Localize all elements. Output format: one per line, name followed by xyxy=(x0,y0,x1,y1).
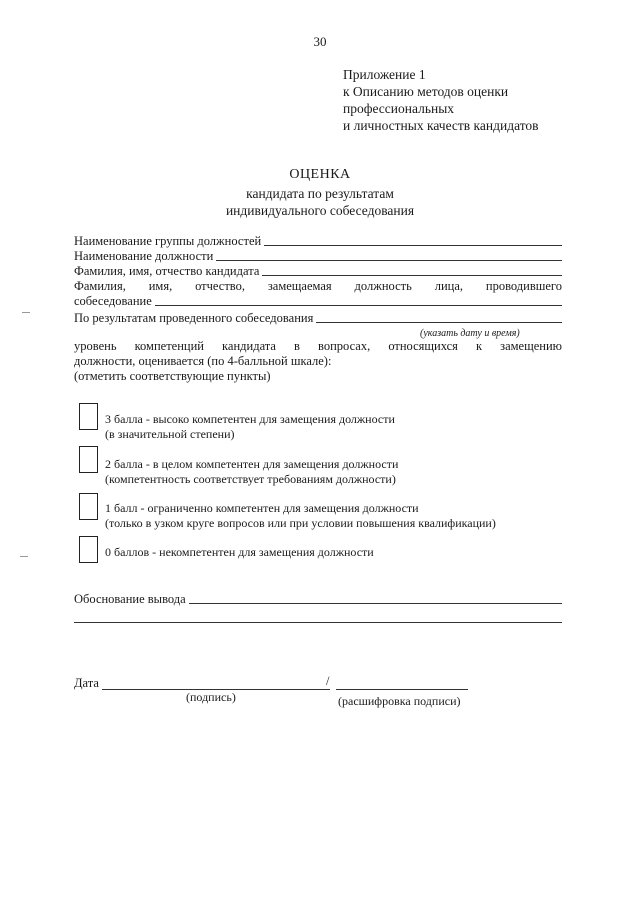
score-3-checkbox[interactable] xyxy=(79,403,98,430)
field-interviewer[interactable] xyxy=(74,294,562,309)
competence-text-line: должности, оценивается (по 4-балльной шкале): xyxy=(74,354,332,368)
appendix-line: Приложение 1 xyxy=(343,67,426,82)
date-label: Дата xyxy=(74,676,99,690)
field-position-group[interactable] xyxy=(74,234,562,249)
option-text: 1 балл - ограниченно компетентен для замещения должности xyxy=(105,501,419,515)
field-label: Наименование должности xyxy=(74,249,214,263)
fill-line[interactable] xyxy=(189,593,562,604)
field-hint: (указать дату и время) xyxy=(420,328,520,339)
field-candidate-name[interactable] xyxy=(74,264,562,279)
field-label: По результатам проведенного собеседования xyxy=(74,311,314,325)
score-1-checkbox[interactable] xyxy=(79,493,98,520)
fill-line[interactable] xyxy=(155,295,562,306)
option-score-3 xyxy=(105,412,395,442)
scan-artifact xyxy=(22,312,30,313)
form-title: ОЦЕНКА xyxy=(289,167,351,182)
fill-line[interactable] xyxy=(316,312,562,323)
fill-line[interactable] xyxy=(264,235,562,246)
field-label: Наименование группы должностей xyxy=(74,234,262,248)
field-label: Фамилия, имя, отчество кандидата xyxy=(74,264,260,278)
page-number: 30 xyxy=(313,34,327,49)
option-score-1 xyxy=(105,501,496,531)
field-position-name[interactable] xyxy=(74,249,562,264)
option-note: (в значительной степени) xyxy=(105,427,235,441)
signature-decoding-line[interactable] xyxy=(336,689,468,690)
field-justification[interactable] xyxy=(74,592,562,607)
score-0-checkbox[interactable] xyxy=(79,536,98,563)
scan-artifact xyxy=(20,556,28,557)
option-text: 3 балла - высоко компетентен для замещения должности xyxy=(105,412,395,426)
option-note: (компетентность соответствует требованиям должности) xyxy=(105,472,396,486)
option-score-2 xyxy=(105,457,398,487)
field-label: собеседование xyxy=(74,294,152,308)
form-subtitle: индивидуального собеседования xyxy=(225,203,415,218)
fill-line[interactable] xyxy=(262,265,562,276)
competence-text-line: (отметить соответствующие пункты) xyxy=(74,369,271,383)
signature-caption: (подпись) xyxy=(186,690,236,704)
signature-separator: / xyxy=(326,674,330,688)
fill-line[interactable] xyxy=(216,250,562,261)
field-interviewer-line1: Фамилия, имя, отчество, замещаемая должность лица, проводившего xyxy=(74,279,562,293)
appendix-block xyxy=(343,66,539,134)
option-text: 0 баллов - некомпетентен для замещения должности xyxy=(105,545,374,559)
appendix-line: и личностных качеств кандидатов xyxy=(343,118,539,133)
decoding-caption: (расшифровка подписи) xyxy=(338,694,461,708)
option-note: (только в узком круге вопросов или при условии повышения квалификации) xyxy=(105,516,496,530)
justification-extra-line[interactable] xyxy=(74,622,562,623)
appendix-line: профессиональных xyxy=(343,101,455,116)
appendix-line: к Описанию методов оценки xyxy=(343,84,509,99)
field-interview-result[interactable] xyxy=(74,311,562,326)
option-score-0 xyxy=(105,545,374,560)
score-2-checkbox[interactable] xyxy=(79,446,98,473)
option-text: 2 балла - в целом компетентен для замещения должности xyxy=(105,457,399,471)
form-subtitle: кандидата по результатам xyxy=(246,186,394,201)
competence-text-line: уровень компетенций кандидата в вопросах, относящихся к замещению xyxy=(74,339,562,353)
field-label: Обоснование вывода xyxy=(74,592,186,606)
